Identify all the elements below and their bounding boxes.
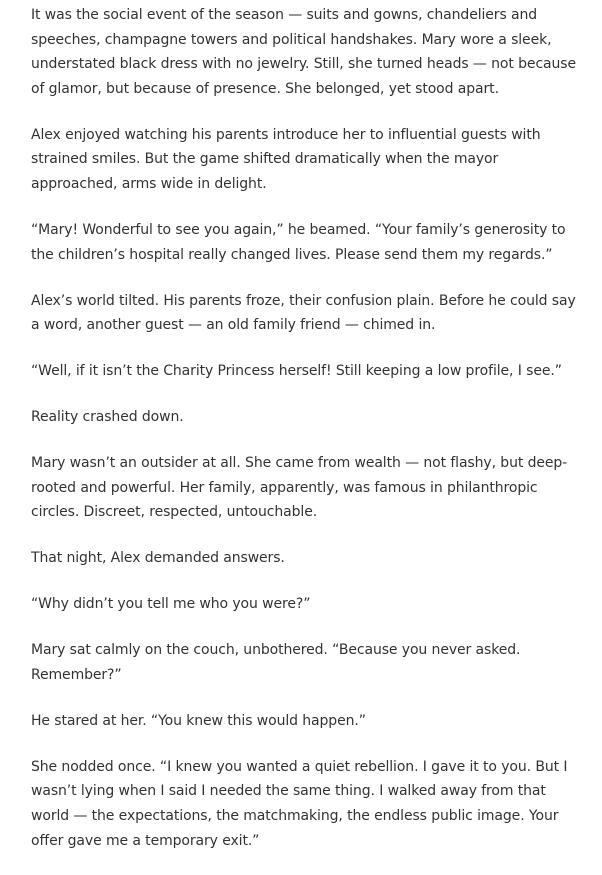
paragraph-quiet-rebellion: She nodded once. “I knew you wanted a quiet rebellion. I gave it to you. But I wasn’t lying when I said I needed the same thing. I walked away from that world — the expectations, the matchmaking, the endless public image. Your offer gave me a temporary exit.” — [31, 758, 568, 849]
story-article — [31, 3, 576, 875]
paragraph-mary-wealth: Mary wasn’t an outsider at all. She came from wealth — not flashy, but deep-rooted and powerful. Her family, apparently, was famous in philanthropic circles. Discreet, respected, untouchable. — [31, 455, 568, 521]
paragraph-gala-scene: It was the social event of the season — suits and gowns, chandeliers and speeches, champagne towers and political handshakes. Mary wore a sleek, understated black dress with no jewelry. Still, she turned heads — not because of glamor, but because of presence. She belonged, yet stood apart. — [31, 7, 576, 97]
paragraph-demanded-answers: That night, Alex demanded answers. — [31, 550, 285, 567]
paragraph-reality: Reality crashed down. — [31, 409, 184, 426]
paragraph-world-tilted: Alex’s world tilted. His parents froze, their confusion plain. Before he could say a word, another guest — an old family friend — chimed in. — [31, 292, 576, 334]
paragraph-parents-introduce: Alex enjoyed watching his parents introduce her to influential guests with strained smiles. But the game shifted dramatically when the mayor approached, arms wide in delight. — [31, 126, 541, 192]
paragraph-you-knew: He stared at her. “You knew this would happen.” — [31, 712, 366, 729]
paragraph-charity-princess: “Well, if it isn’t the Charity Princess herself! Still keeping a low profile, I see.” — [31, 363, 562, 380]
paragraph-mary-couch: Mary sat calmly on the couch, unbothered. “Because you never asked. Remember?” — [31, 642, 521, 683]
paragraph-why-question: “Why didn’t you tell me who you were?” — [31, 596, 311, 613]
paragraph-mayor-quote: “Mary! Wonderful to see you again,” he beamed. “Your family’s generosity to the children’s hospital really changed lives. Please send them my regards.” — [31, 221, 566, 263]
